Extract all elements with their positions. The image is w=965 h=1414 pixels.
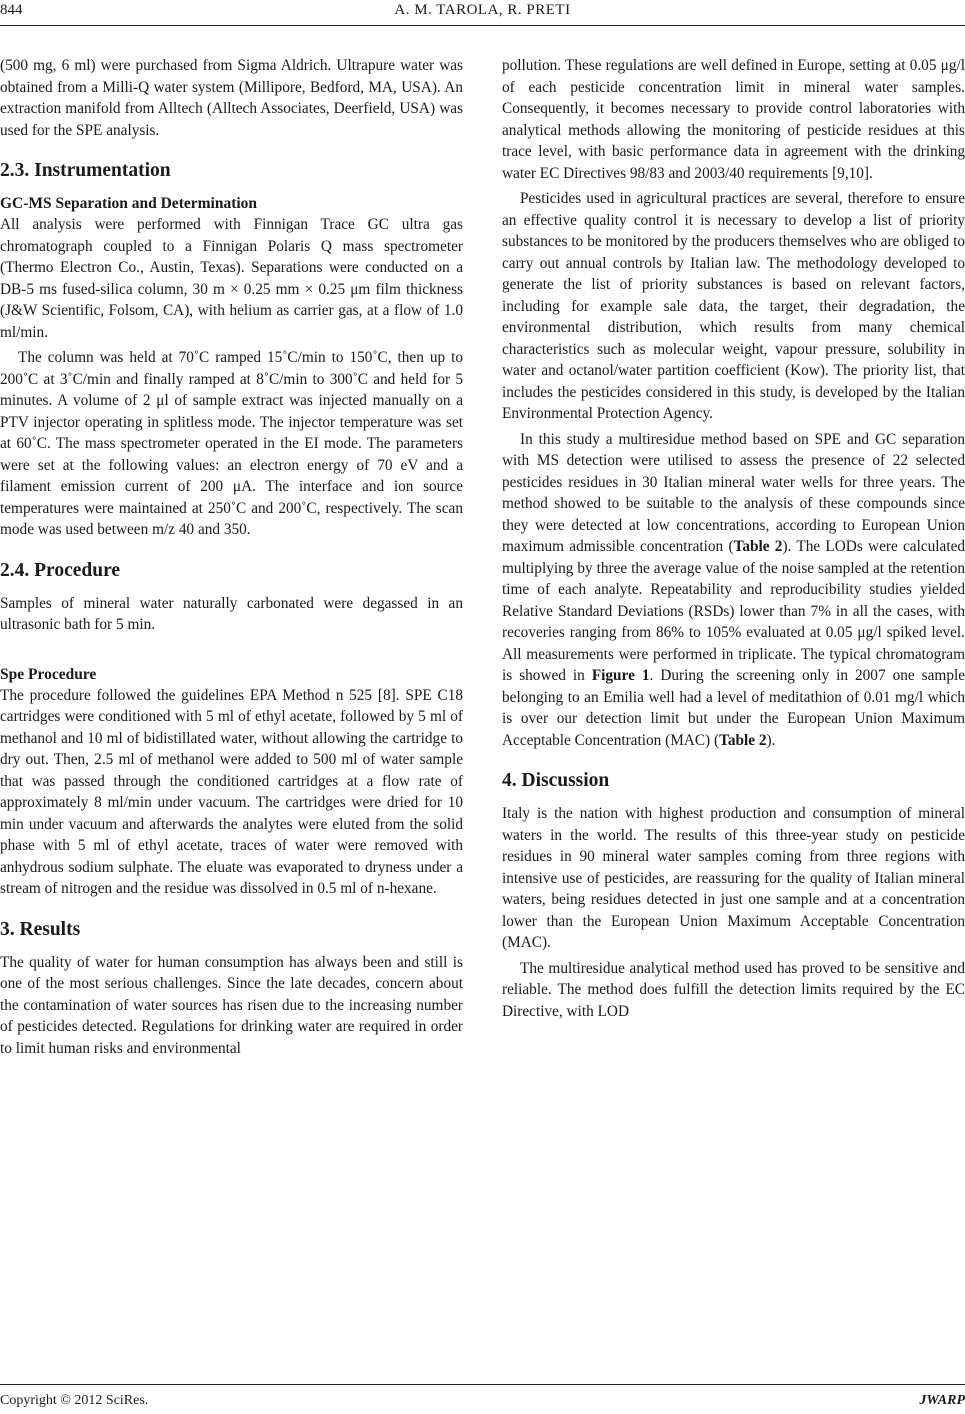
right-column [502,55,965,1026]
paragraph-results: The quality of water for human consumption has always been and still is one of the most serious challenges. Since the late decades, concern about the contamination of water sources has risen due to the increasing number of pesticides detected. Regulations for drinking water are required in order to limit human risks and environmental [0,953,463,1057]
page-number: 844 [0,2,23,18]
table-2-reference: Table 2 [733,538,783,555]
copyright-notice: Copyright © 2012 SciRes. [0,1393,149,1408]
paragraph-results-cont: pollution. These regulations are well defined in Europe, setting at 0.05 μg/l of each pesticide concentration limit in mineral water samples. Consequently, it becomes necessary to provide control laboratories with analytical methods allowing the monitoring of pesticide residues at this trace level, with basic performance data in agreement with the drinking water EC Directives 98/83 and 2003/40 requirements [9,10]. [502,57,965,182]
heading-results: 3. Results [0,918,81,940]
footer-rule [0,1384,965,1385]
header-rule [0,25,965,26]
study-text-a: In this study a multiresidue method based on SPE and GC separation with MS detection were utilised to assess the presence of 22 selected pesticides residues in 30 Italian mineral water wells for three years. The method showed to be suitable to the analysis of these compounds since they were detected at low concentrations, according to European Union maximum admissible concentration ( [502,430,965,555]
journal-name: JWARP [919,1393,965,1408]
heading-spe: Spe Procedure [0,665,97,683]
paragraph-materials: (500 mg, 6 ml) were purchased from Sigma Aldrich. Ultrapure water was obtained from a Milli-Q water system (Millipore, Bedford, MA, USA). An extraction manifold from Alltech (Alltech Associates, Deerfield, USA) was used for the SPE analysis. [0,57,463,139]
paragraph-procedure: Samples of mineral water naturally carbonated were degassed in an ultrasonic bath for 5 min. [0,594,463,633]
table-2-reference-second: Table 2 [719,731,767,749]
study-text-d: ). [766,731,776,749]
study-text-b: ). The LODs were calculated multiplying by three the average value of the noise sampled at the retention time of each analyte. Repeatability and reproducibility studies yielded Relative Standard Deviations (RSDs) lower than 7% in all the cases, with recoveries ranging from 86% to 105% evaluated at 0.05 μg/l spiked level. All measurements were performed in triplicate. The typical chromatogram is showed in [502,538,965,684]
page-header [0,0,965,32]
heading-gcms: GC-MS Separation and Determination [0,195,258,212]
paragraph-study [502,429,965,752]
paragraph-discussion-2: The multiresidue analytical method used has proved to be sensitive and reliable. The method does fulfill the detection limits required by the EC Directive, with LOD [502,959,965,1020]
figure-1-reference: Figure 1 [591,667,650,684]
paragraph-discussion-1: Italy is the nation with highest production and consumption of mineral waters in the world. The results of this three-year study on pesticide residues in 90 mineral water samples coming from three regions with intensive use of pesticides, are reassuring for the quality of Italian mineral waters, being residues detected in just one sample and at a concentration lower than the European Union Maximum Acceptable Concentration (MAC). [502,805,965,951]
study-text-c: . During the screening only in 2007 one sample belonging to an Emilia well had a level of meditathion of 0.01 mg/l which is over our detection limit but under the European Union Maximum Acceptable Concentration (MAC) ( [502,667,965,749]
heading-discussion: 4. Discussion [502,770,610,791]
paragraph-gcms-2: The column was held at 70˚C ramped 15˚C/min to 150˚C, then up to 200˚C at 3˚C/min and finally ramped at 8˚C/min to 300˚C and held for 5 minutes. A volume of 2 μl of sample extract was injected manually on a PTV injector operating in splitless mode. The injector temperature was set at 60˚C. The mass spectrometer operated in the EI mode. The parameters were set at the following values: an electron energy of 70 eV and a filament emission current of 200 μA. The interface and ion source temperatures were maintained at 250˚C and 200˚C, respectively. The scan mode was used between m/z 40 and 350. [0,349,463,538]
running-head: A. M. TAROLA, R. PRETI [394,2,571,18]
heading-procedure: 2.4. Procedure [0,559,121,581]
heading-instrumentation: 2.3. Instrumentation [0,160,171,181]
left-column [0,55,463,1063]
paragraph-spe: The procedure followed the guidelines EPA Method n 525 [8]. SPE C18 cartridges were conditioned with 5 ml of ethyl acetate, followed by 5 ml of methanol and 10 ml of bidistillated water, without allowing the cartridge to dry out. Then, 2.5 ml of methanol were added to 500 ml of water sample that was passed through the conditioned cartridges at a flow rate of approximately 8 ml/min under vacuum. The cartridges were dried for 10 min under vacuum and afterwards the analytes were eluted from the solid phase with 5 ml of ethyl acetate, traces of water were removed with anhydrous sodium sulphate. The eluate was evaporated to dryness under a stream of nitrogen and the residue was dissolved in 0.5 ml of n-hexane. [0,686,463,897]
paragraph-pesticides: Pesticides used in agricultural practices are several, therefore to ensure an effective quality control it is necessary to develop a list of priority substances to be monitored by the producers themselves who are obliged to carry out annual controls by Italian law. The methodology developed to generate the list of priority substances is based on relevant factors, including for example sale data, the target, their degradation, the environmental distribution, which results from many chemical characteristics such as molecular weight, vapour pressure, solubility in water and octanol/water partition coefficient (Kow). The priority list, that includes the pesticides considered in this study, is developed by the Italian Environmental Protection Agency. [502,190,965,422]
paragraph-gcms-1: All analysis were performed with Finnigan Trace GC ultra gas chromatograph coupled to a Finnigan Polaris Q mass spectrometer (Thermo Electron Co., Austin, Texas). Separations were conducted on a DB-5 ms fused-silica column, 30 m × 0.25 mm × 0.25 μm film thickness (J&W Scientific, Folsom, CA), with helium as carrier gas, at a flow of 1.0 ml/min. [0,216,463,341]
